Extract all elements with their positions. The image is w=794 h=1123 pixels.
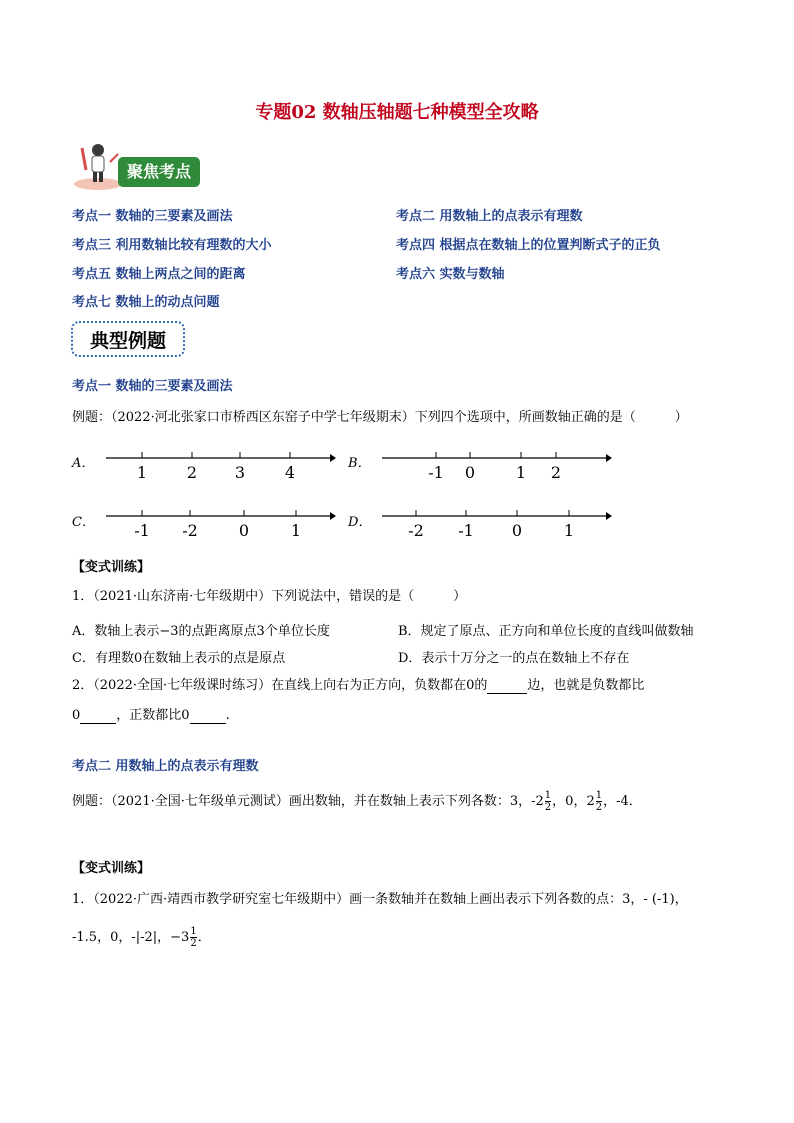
kaodian-6: 考点六 实数与数轴 xyxy=(396,267,505,282)
kaodian-5: 考点五 数轴上两点之间的距离 xyxy=(72,267,246,282)
fraction: $\frac{1}{2}$ xyxy=(595,790,603,813)
student-figure-icon xyxy=(72,140,124,192)
variant2-q1-line2: -1.5，0，-|-2|，−3 $\frac{1}{2}$ ． xyxy=(72,926,211,949)
kaodian-4: 考点四 根据点在数轴上的位置判断式子的正负 xyxy=(396,238,661,253)
variant-q2-line1: 2．（2022·全国·七年级课时练习）在直线上向右为正方向，负数都在0的 边，也就是负数都比 xyxy=(72,678,645,693)
variant-training-label-2: 【变式训练】 xyxy=(72,861,151,876)
tick-label: -2 xyxy=(408,521,424,540)
kaodian-7: 考点七 数轴上的动点问题 xyxy=(72,295,220,310)
fraction: $\frac{1}{2}$ xyxy=(544,790,552,813)
tick-label: 0 xyxy=(238,521,250,540)
fill-blank-2[interactable] xyxy=(80,708,116,724)
variant-q1: 1．（2021·山东济南·七年级期中）下列说法中，错误的是（ ） xyxy=(72,589,467,604)
choice-d: D．表示十万分之一的点在数轴上不存在 xyxy=(398,651,630,666)
tick-label: 2 xyxy=(186,463,198,482)
page-title: 专题02 数轴压轴题七种模型全攻略 xyxy=(255,102,539,123)
variant-q2-line2: 0 ，正数都比0 . xyxy=(72,708,230,723)
option-a-letter: A． xyxy=(72,456,95,471)
tick-label: 3 xyxy=(234,463,246,482)
number-line-d xyxy=(376,504,612,540)
option-c-letter: C． xyxy=(72,515,95,530)
tick-label: 0 xyxy=(511,521,523,540)
tick-label: -2 xyxy=(182,521,198,540)
section1-example: 例题：（2022·河北张家口市桥西区东窑子中学七年级期末）下列四个选项中，所画数轴正确的是（ ） xyxy=(72,410,688,425)
choice-b: B．规定了原点、正方向和单位长度的直线叫做数轴 xyxy=(398,624,694,639)
tick-label: 0 xyxy=(464,463,476,482)
tick-label: 1 xyxy=(290,521,302,540)
section2-heading: 考点二 用数轴上的点表示有理数 xyxy=(72,759,259,774)
number-line-c xyxy=(100,504,336,540)
tick-label: 2 xyxy=(550,463,562,482)
tick-label: 4 xyxy=(284,463,296,482)
tick-label: 1 xyxy=(136,463,148,482)
choice-c: C．有理数0在数轴上表示的点是原点 xyxy=(72,651,286,666)
tick-label: -1 xyxy=(134,521,150,540)
fill-blank-3[interactable] xyxy=(190,708,226,724)
variant-training-label-1: 【变式训练】 xyxy=(72,560,151,575)
choice-a: A．数轴上表示−3的点距离原点3个单位长度 xyxy=(72,624,330,639)
tick-label: -1 xyxy=(428,463,444,482)
option-b-letter: B． xyxy=(348,456,371,471)
tick-label: -1 xyxy=(458,521,474,540)
section1-heading: 考点一 数轴的三要素及画法 xyxy=(72,379,233,394)
focus-banner: 聚焦考点 xyxy=(118,157,200,187)
kaodian-2: 考点二 用数轴上的点表示有理数 xyxy=(396,209,583,224)
number-line-a xyxy=(100,446,336,482)
section2-example: 例题：（2021·全国·七年级单元测试）画出数轴，并在数轴上表示下列各数：3，-2 $\frac{1}{2}$ ，0，2 $\frac{1}{2}$ ，-4． xyxy=(72,790,642,813)
variant2-q1-line1: 1．（2022·广西·靖西市教学研究室七年级期中）画一条数轴并在数轴上画出表示下列各数的点：3，- (-1)， xyxy=(72,892,688,907)
kaodian-3: 考点三 利用数轴比较有理数的大小 xyxy=(72,238,272,253)
tick-label: 1 xyxy=(515,463,527,482)
fill-blank-1[interactable] xyxy=(487,678,527,694)
option-d-letter: D． xyxy=(348,515,372,530)
number-line-b xyxy=(376,446,612,482)
fraction: $\frac{1}{2}$ xyxy=(190,926,197,949)
typical-examples-box: 典型例题 xyxy=(71,321,185,357)
kaodian-1: 考点一 数轴的三要素及画法 xyxy=(72,209,233,224)
tick-label: 1 xyxy=(563,521,575,540)
